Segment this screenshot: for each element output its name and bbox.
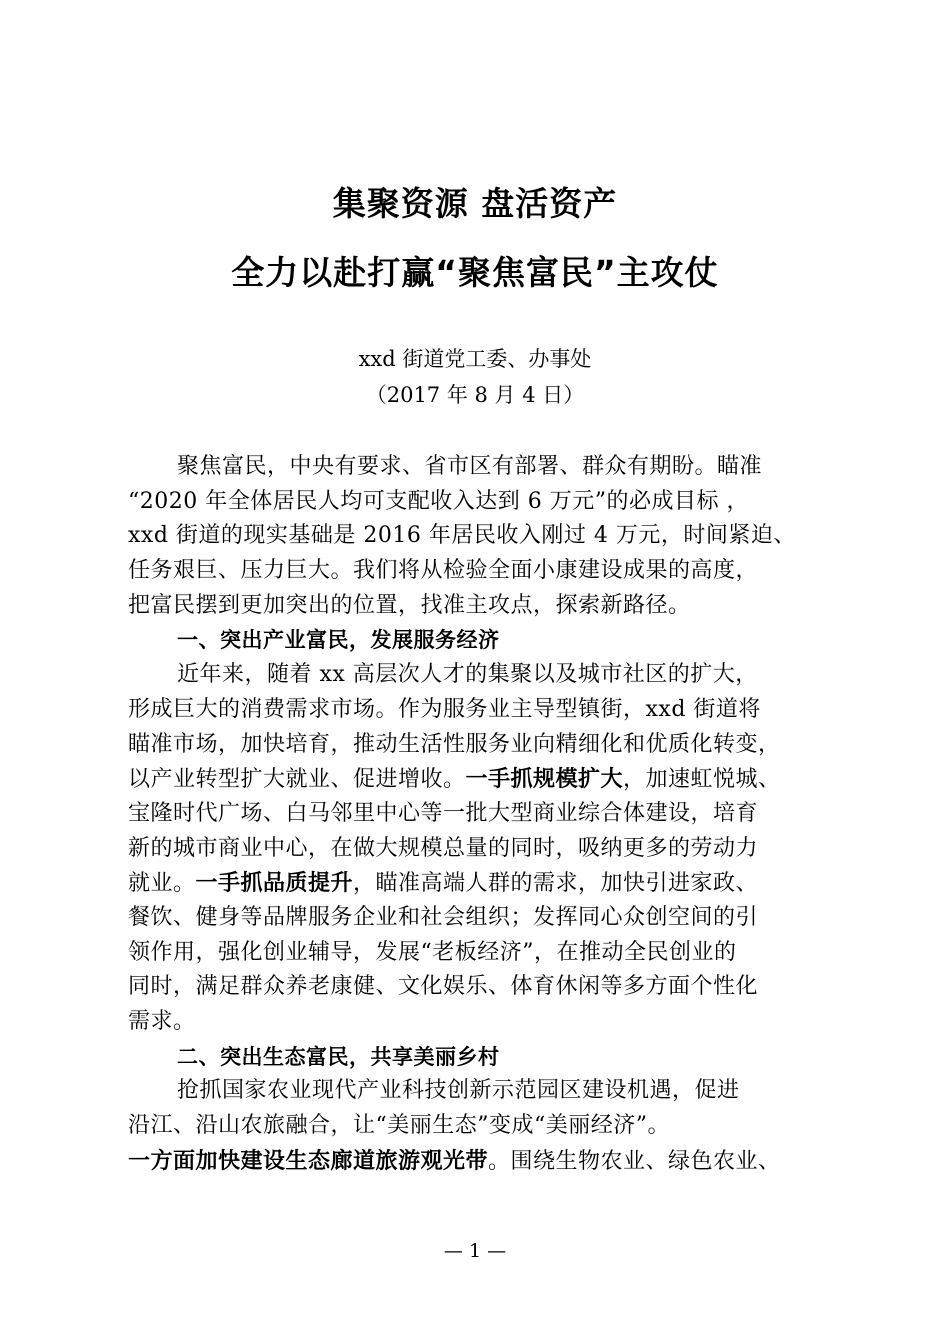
paragraph-line: 领作用，强化创业辅导，发展“老板经济”，在推动全民创业的: [128, 939, 737, 965]
paragraph-line: 需求。: [128, 1009, 196, 1034]
line-text: 。围绕生物农业、绿色农业、: [488, 1148, 781, 1174]
document-title-line2: 全力以赴打赢“聚焦富民”主攻仗: [231, 253, 719, 292]
line-text: 以产业转型扩大就业、促进增收。: [128, 767, 466, 793]
section-heading-2: 二、突出生态富民，共享美丽乡村: [177, 1044, 500, 1069]
paragraph-line: 形成巨大的消费需求市场。作为服务业主导型镇街，xxd 街道将: [128, 696, 761, 722]
paragraph-line: 同时，满足群众养老康健、文化娱乐、体育休闲等多方面个性化: [128, 974, 759, 1000]
paragraph-line: 抢抓国家农业现代产业科技创新示范园区建设机遇，促进: [177, 1078, 740, 1104]
emphasis-eco-corridor: 一方面加快建设生态廊道旅游观光带: [128, 1147, 489, 1174]
paragraph-line: 聚焦富民，中央有要求、省市区有部署、群众有期盼。瞄准: [177, 454, 763, 479]
paragraph-line: 近年来，随着 xx 高层次人才的集聚以及城市社区的扩大，: [177, 662, 758, 688]
paragraph-line: xxd 街道的现实基础是 2016 年居民收入刚过 4 万元，时间紧迫、: [128, 523, 796, 549]
paragraph-line: [128, 866, 828, 901]
paragraph-line: 宝隆时代广场、白马邻里中心等一批大型商业综合体建设，培育: [128, 800, 759, 826]
page-number: — 1 —: [443, 1240, 507, 1262]
document-body: [128, 450, 828, 1178]
line-text: ，加速虹悦城、: [623, 767, 781, 793]
paragraph-line: 瞄准市场，加快培育，推动生活性服务业向精细化和优质化转变，: [128, 731, 781, 757]
document-title-line1: 集聚资源 盘活资产: [332, 184, 618, 223]
document-date: （2017 年 8 月 4 日）: [365, 383, 585, 407]
issuing-organization: xxd 街道党工委、办事处: [358, 347, 592, 371]
paragraph-line: [128, 1144, 828, 1179]
paragraph-line: “2020 年全体居民人均可支配收入达到 6 万元”的必成目标 ，: [128, 488, 749, 514]
paragraph-line: 任务艰巨、压力巨大。我们将从检验全面小康建设成果的高度，: [128, 558, 759, 584]
paragraph-line: [128, 762, 828, 797]
paragraph-line: 餐饮、健身等品牌服务企业和社会组织；发挥同心众创空间的引: [128, 904, 759, 930]
paragraph-line: 新的城市商业中心，在做大规模总量的同时，吸纳更多的劳动力: [128, 835, 759, 861]
emphasis-quality-upgrade: 一手抓品质提升: [195, 870, 354, 897]
emphasis-scale-expansion: 一手抓规模扩大: [465, 766, 624, 793]
section-heading-1: 一、突出产业富民，发展服务经济: [177, 628, 500, 653]
line-text: ，瞄准高端人群的需求，加快引进家政、: [353, 871, 759, 897]
paragraph-line: 把富民摆到更加突出的位置，找准主攻点，探索新路径。: [128, 592, 691, 618]
line-text: 就业。: [128, 871, 196, 897]
paragraph-line: 沿江、沿山农旅融合，让“美丽生态”变成“美丽经济”。: [128, 1113, 670, 1139]
